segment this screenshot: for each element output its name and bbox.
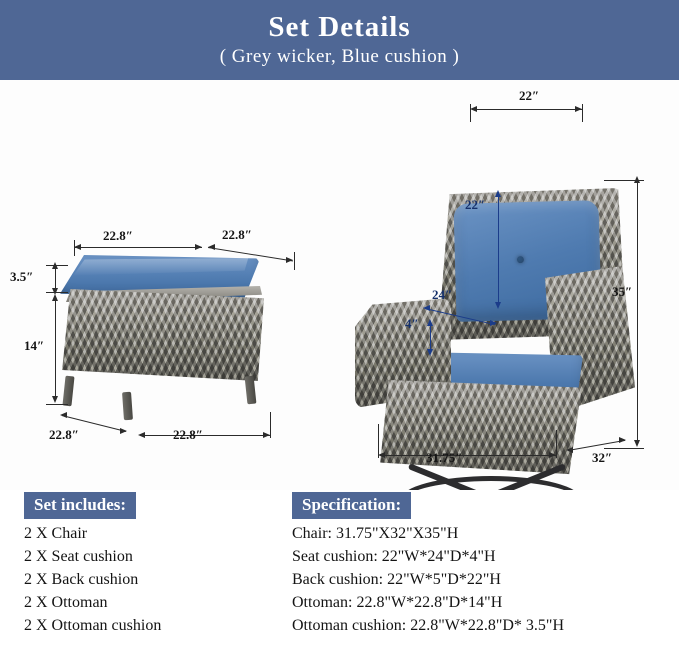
ottoman-top-back-arrow-left — [74, 244, 81, 250]
page-subtitle: ( Grey wicker, Blue cushion ) — [219, 46, 460, 68]
ottoman-bottom-left-arrow-left — [60, 412, 67, 418]
list-item: 2 X Seat cushion — [24, 548, 133, 565]
chair-dim-back-cushion-height: 22″ — [465, 197, 486, 212]
ottoman-bottom-left-arrow-right — [120, 428, 127, 434]
ottoman-top-back-arrow-right — [195, 244, 202, 250]
ottoman-ext-2 — [294, 252, 295, 270]
chair-front-width-arrow-right — [549, 452, 556, 458]
list-item: Back cushion: 22"W*5"D*22"H — [292, 571, 501, 588]
chair-dim-seat-depth: 24″ — [432, 287, 453, 302]
chair-ext-3 — [604, 180, 644, 181]
cushion-tuft-button — [517, 256, 524, 263]
ottoman-body-h-line — [55, 298, 56, 398]
chair-backcushion-h-arrow-up — [495, 190, 501, 197]
ottoman-dim-cushion-height: 3.5″ — [10, 269, 34, 284]
chair-dim-top-width: 22″ — [519, 88, 540, 103]
chair-overall-h-arrow-down — [634, 440, 640, 447]
list-item: Chair: 31.75"X32"X35"H — [292, 525, 459, 542]
ottoman-ext-5 — [46, 404, 68, 405]
header-banner — [0, 0, 679, 80]
ottoman-ext-6 — [270, 412, 271, 438]
chair-seat-thickness-arrow-up — [427, 319, 433, 326]
specification-list — [292, 522, 564, 637]
ottoman-dim-body-height: 14″ — [24, 338, 45, 353]
ottoman-dim-top-right: 22.8″ — [222, 227, 252, 242]
chair-side-depth-arrow-right — [619, 437, 626, 443]
list-item: 2 X Back cushion — [24, 571, 139, 588]
list-item: 2 X Ottoman cushion — [24, 617, 162, 634]
ottoman-top-right-arrow-right — [286, 257, 293, 263]
chair-front-wicker-panel — [376, 380, 586, 476]
chair-ext-1 — [470, 104, 471, 122]
chair-seat-depth-arrow-right — [490, 320, 497, 326]
chair-top-width-arrow-left — [470, 106, 477, 112]
ottoman-body-h-arrow-down — [52, 396, 58, 403]
chair-ext-6 — [556, 430, 557, 458]
chair-seat-thickness-arrow-down — [427, 349, 433, 356]
chair-overall-h-line — [637, 180, 638, 442]
chair-dim-side-depth: 32″ — [592, 450, 613, 465]
page-title: Set Details — [268, 10, 411, 43]
product-diagram — [0, 80, 679, 490]
ottoman-cushion-h-line — [55, 266, 56, 290]
ottoman-dim-bottom-front: 22.8″ — [173, 427, 203, 442]
chair-seat-depth-arrow-left — [423, 305, 430, 311]
chair-backcushion-h-line — [498, 194, 499, 304]
specification-heading: Specification: — [292, 492, 411, 519]
chair-ext-2 — [582, 104, 583, 122]
chair-seat-thickness-line — [430, 323, 431, 351]
chair-front-width-arrow-left — [378, 452, 385, 458]
ottoman-top-right-arrow-left — [208, 244, 215, 250]
chair-front-width-line — [380, 455, 556, 456]
ottoman-dim-bottom-left: 22.8″ — [49, 427, 79, 442]
chair-top-width-line — [472, 109, 582, 110]
ottoman-bottom-front-line — [140, 435, 270, 436]
ottoman-bottom-front-arrow-right — [263, 432, 270, 438]
list-item: Seat cushion: 22"W*24"D*4"H — [292, 548, 496, 565]
ottoman-leg-front-right — [122, 392, 133, 421]
list-item: Ottoman: 22.8"W*22.8"D*14"H — [292, 594, 503, 611]
ottoman-top-back-line — [74, 247, 202, 248]
chair-dim-seat-thickness: 4″ — [405, 316, 419, 331]
chair-ext-4 — [604, 448, 644, 449]
ottoman-wicker-body — [58, 289, 264, 381]
set-includes-list — [24, 522, 161, 637]
chair-side-depth-arrow-left — [566, 447, 573, 453]
info-section — [0, 490, 679, 651]
ottoman-dim-top-back: 22.8″ — [103, 228, 133, 243]
chair-backcushion-h-arrow-down — [495, 302, 501, 309]
chair-ext-5 — [378, 424, 379, 458]
set-includes-heading: Set includes: — [24, 492, 136, 519]
ottoman-leg-front-left — [62, 376, 74, 407]
ottoman-ext-1 — [74, 240, 75, 256]
ottoman-ext-4 — [46, 292, 68, 293]
chair-dim-front-width: 31.75″ — [426, 450, 463, 465]
chair-top-width-arrow-right — [575, 106, 582, 112]
ottoman-bottom-front-arrow-left — [138, 432, 145, 438]
ottoman-ext-3 — [46, 265, 68, 266]
list-item: Ottoman cushion: 22.8"W*22.8"D* 3.5"H — [292, 617, 565, 634]
list-item: 2 X Chair — [24, 525, 88, 542]
ottoman-body-h-arrow-up — [52, 294, 58, 301]
chair-dim-overall-height: 35″ — [612, 284, 633, 299]
list-item: 2 X Ottoman — [24, 594, 108, 611]
